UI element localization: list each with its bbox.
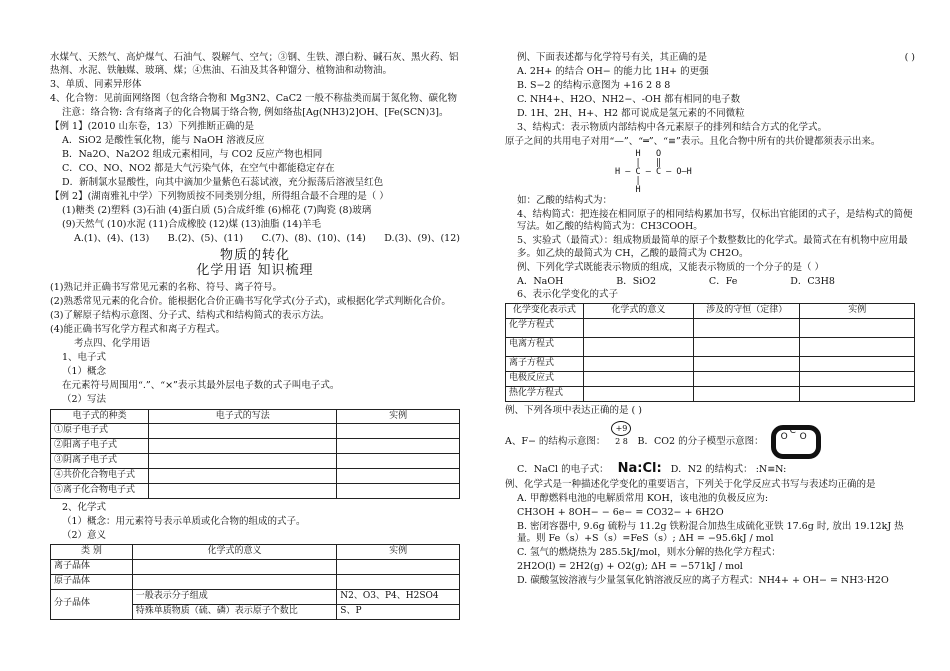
table-row: ①原子电子式 [51, 424, 460, 439]
goal-1: (1)熟记并正确书写常见元素的名称、符号、离子符号。 [50, 281, 282, 293]
example-1-option-d: D．新制氯水显酸性，向其中滴加少量紫色石蕊试液，充分振荡后溶液呈红色 [62, 176, 384, 188]
left-column [50, 52, 460, 623]
example-symbols-option-a: A. 2H+ 的结合 OH− 的能力比 1H+ 的更强 [517, 66, 709, 78]
electron-formula-heading: 1、电子式 [62, 351, 107, 363]
chemical-change-heading: 6、表示化学变化的式子 [517, 288, 619, 300]
choice-d: D．C3H8 [790, 276, 835, 288]
example-2-choices [50, 233, 460, 246]
empirical-formula-def: 5、实验式（最简式）：组成物质最简单的原子个数整数比的化学式。最简式在有机物中应用最多。如乙炔的最简式为 CH，乙酸的最简式为 CH2O。 [517, 235, 908, 259]
choice-c: C．Fe [708, 276, 738, 288]
answer-blank: ( ) [904, 52, 915, 63]
table-row: ②阳离子电子式 [51, 439, 460, 454]
chemical-change-table [505, 303, 915, 402]
chemical-formula-meaning-label: （2）意义 [62, 529, 107, 541]
example-1-heading: 【例 1】(2010 山东卷，13）下列推断正确的是 [50, 120, 255, 132]
table-header: 化学式的意义 [583, 304, 693, 319]
example-2-heading: 【例 2】(湖南雅礼中学）下列物质按不同类别分组，所得组合最不合理的是（ ） [50, 190, 389, 202]
electron-formula-concept-label: （1）概念 [62, 365, 107, 377]
table-row: 电离方程式 [506, 337, 915, 356]
condensed-formula-def: 4、结构简式：把连接在相同原子的相同结构累加书写，仅标出官能团的式子，是结构式的简便写法。如乙酸的结构简式为：CH3COOH。 [517, 208, 913, 233]
co2-molecule-model: O C O [771, 425, 821, 459]
table-header: 实例 [337, 409, 460, 424]
intro-elements: 3、单质、同素异形体 [50, 78, 142, 90]
table-row: 离子晶体 [51, 560, 460, 575]
goal-2: (2)熟悉常见元素的化合价。能根据化合价正确书写化学式(分子式)，或根据化学式判断化合价。 [50, 295, 451, 307]
example-symbols-option-d: D. 1H、2H、H+、H2 都可说成是氢元素的不同微粒 [517, 108, 745, 120]
example-reaction-option-c: C. 氢气的燃烧热为 285.5kJ/mol，则水分解的热化学方程式： [517, 547, 781, 559]
example-reaction-option-c-eq: 2H2O(l) = 2H2(g) + O2(g); ΔH = −571kJ / mol [517, 561, 743, 573]
table-row: 热化学方程式 [506, 386, 915, 401]
chemical-formula-concept: （1）概念：用元素符号表示单质或化合物的组成的式子。 [62, 515, 306, 527]
structural-formula-example: 如：乙酸的结构式为： [517, 194, 613, 206]
table-row: 化学方程式 [506, 318, 915, 337]
choice-b: B．SiO2 [616, 276, 657, 288]
table-header: 实例 [337, 545, 460, 560]
example-1-option-c: C．CO、NO、NO2 都是大气污染气体，在空气中都能稳定存在 [62, 162, 335, 174]
chemical-formula-table [50, 544, 460, 619]
intro-compounds: 4、化合物：见前面网络图（包含络合物和 Mg3N2、CaC2 一般不称盐类而属于氮化物、碳化物 [50, 92, 458, 104]
table-row: 原子晶体 [51, 575, 460, 590]
electron-formula-table [50, 409, 460, 499]
nacl-electron-formula: Na:Cl: [617, 461, 662, 477]
example-2-choice-c: C.(7)、(8)、(10)、(14) [261, 232, 366, 244]
example-expression-heading: 例、下列各项中表达正确的是 ( ) [505, 404, 642, 416]
example-symbols-option-b: B. S−2 的结构示意图为 +16 2 8 8 [517, 80, 671, 92]
table-row: ④共价化合物电子式 [51, 469, 460, 484]
table-row: ⑤离子化合物电子式 [51, 483, 460, 498]
example-2-items-row-2: (9)天然气 (10)水泥 (11)合成橡胶 (12)煤 (13)油脂 (14)羊毛 [62, 218, 322, 230]
example-2-choice-b: B.(2)、(5)、(11) [167, 232, 244, 244]
fluoride-structure-model: +9 2 8 [611, 421, 631, 436]
right-column [505, 52, 915, 590]
structural-formula-bonds: 原子之间的共用电子对用“—”、“═”、“≡”表示。且化合物中所有的共价键都须表示出来。 [505, 136, 881, 148]
example-2-choice-a: A.(1)、(4)、(13) [74, 232, 150, 244]
section-title-chem-language: 化学用语 知识梳理 [196, 262, 314, 278]
chemical-formula-heading: 2、化学式 [62, 501, 107, 513]
example-2-items-row-1: (1)糖类 (2)塑料 (3)石油 (4)蛋白质 (5)合成纤维 (6)棉花 (7)陶瓷 (8)玻璃 [62, 204, 372, 216]
example-formula-choices [505, 276, 915, 289]
example-expression-row-cd: C．NaCl 的电子式： Na:Cl: D．N2 的结构式： :N≡N: [517, 461, 787, 477]
table-header: 电子式的种类 [51, 409, 149, 424]
table-row: 电极反应式 [506, 371, 915, 386]
acetic-acid-structure: H O | ‖ H — C — C — O—H | H [615, 149, 692, 195]
intro-note: 注意：络合物: 含有络离子的化合物属于络合物, 例如络盐[Ag(NH3)2]OH、[Fe(SCN)3]。 [62, 106, 449, 118]
goal-4: (4)能正确书写化学方程式和离子方程式。 [50, 323, 225, 335]
table-row: 离子方程式 [506, 356, 915, 371]
intro-mixtures: 水煤气、天然气、高炉煤气、石油气、裂解气、空气；③钢、生铁、漂白粉、碱石灰、黑火药、铝热剂、水泥、铁触媒、玻璃、煤；④焦油、石油及其各种馏分、植物油和动物油。 [50, 52, 459, 76]
example-2-choice-d: D.(3)、(9)、(12) [384, 232, 460, 244]
table-header: 化学式的意义 [132, 545, 337, 560]
goal-3: (3)了解原子结构示意图、分子式、结构式和结构简式的表示方法。 [50, 309, 330, 321]
structural-formula-def: 3、结构式：表示物质内部结构中各元素原子的排列和结合方式的化学式。 [517, 122, 828, 134]
table-header: 类 别 [51, 545, 133, 560]
example-symbols-option-c: C. NH4+、H2O、NH2−、-OH 都有相同的电子数 [517, 94, 741, 106]
table-header: 涉及的守恒（定律） [694, 304, 800, 319]
table-header: 化学变化表示式 [506, 304, 584, 319]
example-expression-row-ab: A、F− 的结构示意图： +9 2 8 B．CO2 的分子模型示意图： O C O [505, 421, 915, 459]
section-title-conversion: 物质的转化 [219, 248, 290, 264]
electron-formula-writing-label: （2）写法 [62, 394, 107, 405]
example-1-option-a: A．SiO2 是酸性氧化物，能与 NaOH 溶液反应 [62, 134, 265, 146]
table-row: ③阴离子电子式 [51, 454, 460, 469]
example-reaction-option-a-eq: CH3OH + 8OH− − 6e− = CO32− + 6H2O [517, 506, 724, 518]
electron-formula-concept: 在元素符号周围用“.”、“×”表示其最外层电子数的式子叫电子式。 [62, 379, 340, 391]
example-reaction-option-b: B. 密闭容器中, 9.6g 硫粉与 11.2g 铁粉混合加热生成硫化亚铁 17.6g 时, 放出 19.12kJ 热量。则 Fe（s）+S（s）=FeS（s）; ΔH = −95.6kJ / mol [517, 520, 904, 545]
example-symbols-heading: 例、下面表述都与化学符号有关，其正确的是 ( ) [517, 52, 915, 63]
table-row: 分子晶体 一般表示分子组成 N2、O3、P4、H2SO4 [51, 590, 460, 605]
choice-a: A．NaOH [517, 276, 564, 288]
table-header: 电子式的写法 [149, 409, 337, 424]
table-row: 特殊单质物质（硫、磷）表示原子个数比 S、P [51, 604, 460, 619]
example-reaction-option-a: A. 甲醇燃料电池的电解质常用 KOH，该电池的负极反应为: [517, 492, 769, 504]
table-header: 实例 [800, 304, 915, 319]
example-reaction-option-d: D. 碳酸氢铵溶液与少量氢氧化钠溶液反应的离子方程式：NH4+ + OH− = NH3·H2O [517, 575, 889, 587]
example-formula-heading: 例、下列化学式既能表示物质的组成，又能表示物质的一个分子的是（ ） [517, 261, 825, 273]
example-1-option-b: B．Na2O、Na2O2 组成元素相同，与 CO2 反应产物也相同 [62, 148, 323, 160]
example-reaction-heading: 例、化学式是一种描述化学变化的重要语言，下列关于化学反应式书写与表述均正确的是 [505, 478, 876, 490]
topic-4-heading: 考点四、化学用语 [74, 337, 151, 349]
